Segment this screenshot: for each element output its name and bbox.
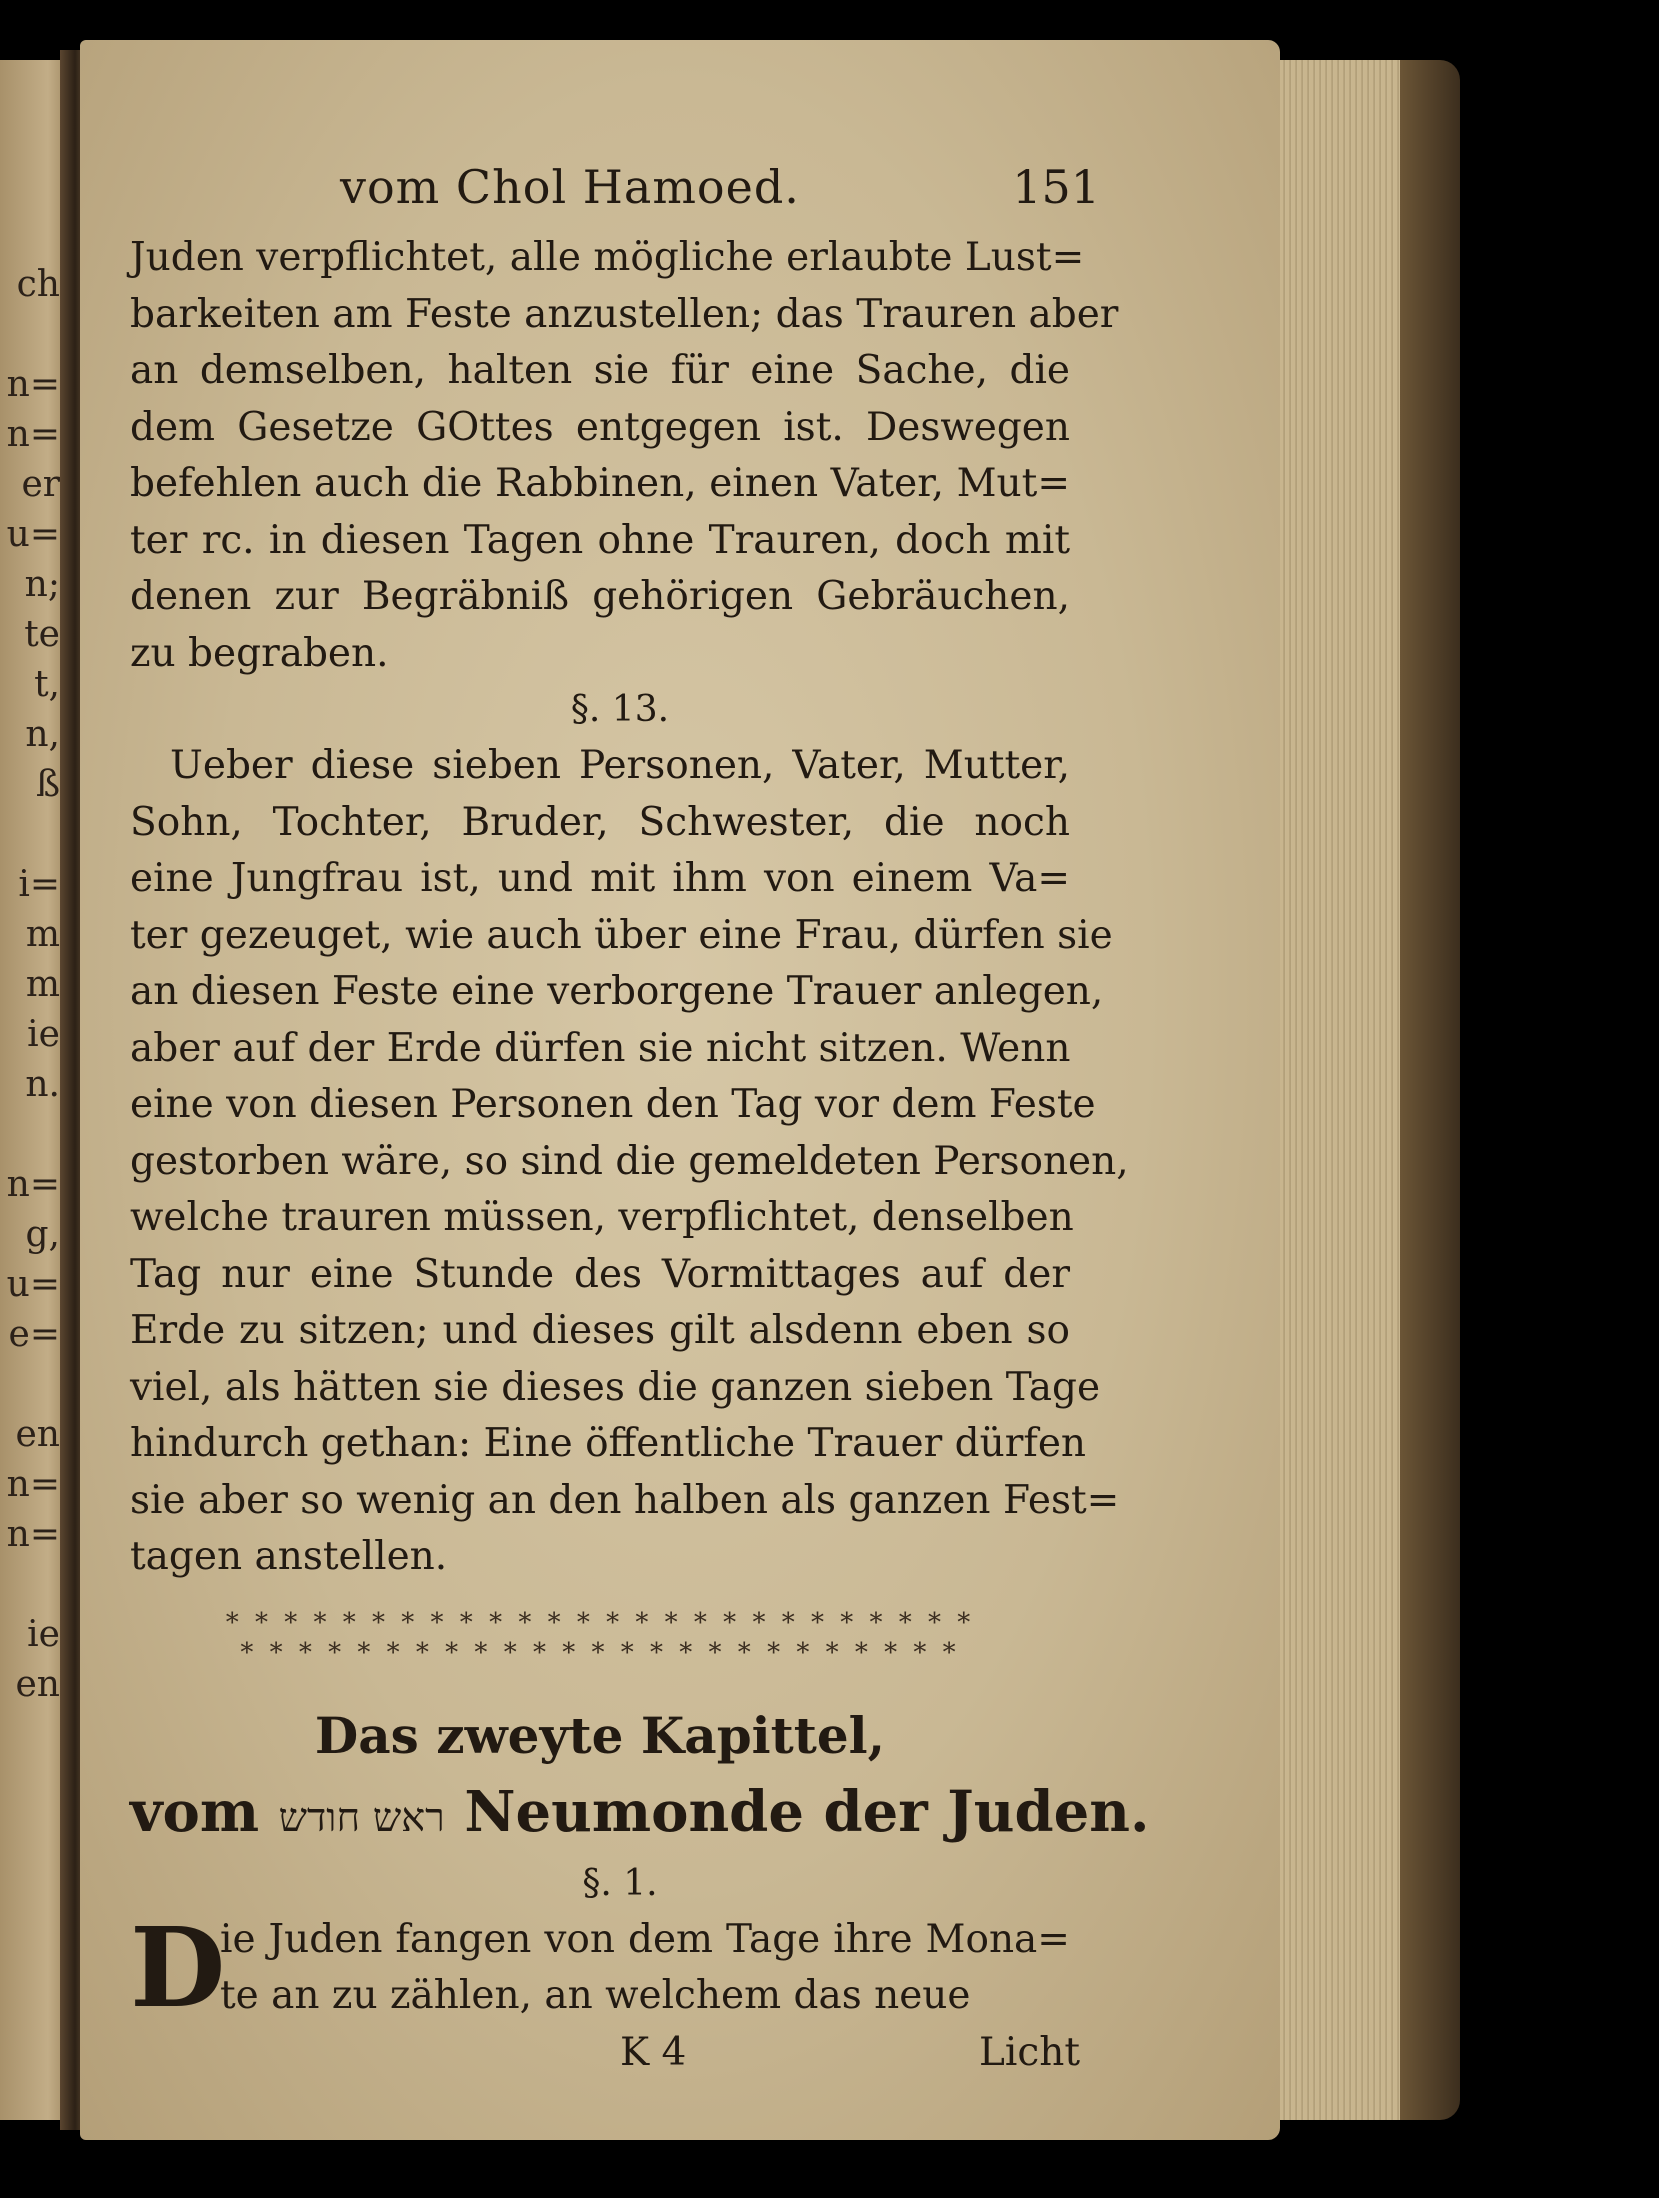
- running-head: [130, 140, 1100, 230]
- text-line: ter rc. in diesen Tagen ohne Trauren, doch mit: [130, 517, 1070, 563]
- text-line: sie aber so wenig an den halben als ganzen Fest=: [130, 1477, 1120, 1523]
- facing-line-end: n,: [25, 714, 60, 755]
- facing-line-end: [0, 1110, 60, 1160]
- facing-line-end: n=: [6, 1514, 60, 1555]
- page-text-block: [130, 140, 1150, 2081]
- chapter-subtitle-suffix: Neumonde der Juden.: [464, 1778, 1150, 1845]
- chapter-title: Das zweyte Kapittel,: [314, 1705, 886, 1765]
- text-line: dem Gesetze GOttes entgegen ist. Deswegen: [130, 404, 1070, 450]
- chapter-opening-paragraph: [130, 1902, 1070, 2032]
- section-heading-13: §. 13.: [570, 689, 670, 730]
- text-line: te an zu zählen, an welchem das neue: [220, 1973, 971, 2018]
- text-line: eine von diesen Personen den Tag vor dem Feste: [130, 1082, 1096, 1127]
- facing-line-end: i=: [18, 864, 60, 905]
- facing-line-end: en: [15, 1414, 60, 1455]
- ornamental-divider: [130, 1608, 1070, 1678]
- facing-line-end: e=: [8, 1314, 60, 1355]
- facing-line-end: n=: [6, 1164, 60, 1205]
- facing-line-end: te: [24, 614, 60, 655]
- text-line: eine Jungfrau ist, und mit ihm von einem Va=: [130, 856, 1070, 901]
- text-line: tagen anstellen.: [130, 1534, 448, 1579]
- page-number: 151: [1012, 160, 1100, 214]
- text-line: barkeiten am Feste anzustellen; das Trauren aber: [130, 291, 1119, 337]
- facing-line-end: ß: [35, 764, 60, 805]
- facing-line-end: n=: [6, 1464, 60, 1505]
- text-line: ter gezeuget, wie auch über eine Frau, dürfen sie: [130, 912, 1113, 958]
- facing-line-end: ie: [27, 1614, 60, 1655]
- text-line: welche trauren müssen, verpflichtet, denselben: [130, 1195, 1074, 1240]
- facing-line-end: [0, 1360, 60, 1410]
- facing-line-end: n=: [6, 364, 60, 405]
- text-line: Ueber diese sieben Personen, Vater, Mutter,: [170, 743, 1070, 788]
- facing-line-end: ie: [27, 1014, 60, 1055]
- chapter-subtitle-prefix: vom: [130, 1778, 260, 1845]
- facing-line-end: u=: [6, 514, 60, 555]
- text-line: aber auf der Erde dürfen sie nicht sitzen. Wenn: [130, 1025, 1071, 1071]
- text-line: denen zur Begräbniß gehörigen Gebräuchen,: [130, 574, 1070, 619]
- text-line: Erde zu sitzen; und dieses gilt alsdenn eben so: [130, 1308, 1070, 1353]
- section-heading-1: §. 1.: [582, 1862, 658, 1904]
- ornament-row: * * * * * * * * * * * * * * * * * * * * * * * * *: [240, 1637, 960, 1668]
- paragraph-section-1: [130, 1902, 1070, 2032]
- facing-line-end: u=: [6, 1264, 60, 1305]
- facing-line-end: n.: [25, 1064, 60, 1105]
- signature-mark: K 4: [620, 2029, 687, 2075]
- chapter-subtitle-hebrew: ראש חודש: [278, 1794, 445, 1841]
- facing-line-end: [0, 1560, 60, 1610]
- facing-line-end: ch: [16, 264, 60, 305]
- ornament-row: * * * * * * * * * * * * * * * * * * * * * * * * * *: [225, 1607, 975, 1638]
- facing-line-end: n;: [24, 564, 60, 605]
- facing-line-end: n=: [6, 414, 60, 455]
- facing-line-end: [0, 310, 60, 360]
- facing-line-end: g,: [25, 1214, 60, 1255]
- book-cover-edge: [1400, 60, 1460, 2120]
- text-line: befehlen auch die Rabbinen, einen Vater, Mut=: [130, 461, 1070, 506]
- facing-page-line-ends: [0, 260, 60, 1710]
- facing-line-end: m: [25, 914, 60, 955]
- catchword: Licht: [978, 2029, 1080, 2075]
- text-line: Tag nur eine Stunde des Vormittages auf der: [130, 1251, 1070, 1297]
- paragraph-continued: [130, 230, 1119, 682]
- running-head-title: vom Chol Hamoed.: [340, 160, 800, 214]
- footer-line: [130, 2025, 1080, 2081]
- facing-line-end: m: [25, 964, 60, 1005]
- drop-cap: D: [130, 1902, 226, 2032]
- facing-line-end: en: [15, 1664, 60, 1705]
- text-line: hindurch gethan: Eine öffentliche Trauer dürfen: [130, 1421, 1087, 1466]
- text-line: Juden verpflichtet, alle mögliche erlaubte Lust=: [130, 235, 1085, 280]
- facing-line-end: [0, 810, 60, 860]
- text-line: zu begraben.: [130, 630, 389, 676]
- body-text: [130, 230, 1129, 1586]
- facing-line-end: er: [21, 464, 60, 505]
- text-line: an demselben, halten sie für eine Sache, die: [130, 348, 1070, 393]
- paragraph-section-13: [130, 738, 1129, 1586]
- text-line: gestorben wäre, so sind die gemeldeten Personen,: [130, 1138, 1129, 1184]
- text-line: an diesen Feste eine verborgene Trauer anlegen,: [130, 969, 1104, 1014]
- facing-line-end: t,: [34, 664, 60, 705]
- text-line: viel, als hätten sie dieses die ganzen sieben Tage: [130, 1364, 1101, 1410]
- text-line: Sohn, Tochter, Bruder, Schwester, die noch: [130, 799, 1070, 845]
- chapter-subtitle: [130, 1774, 1150, 1856]
- text-line: ie Juden fangen von dem Tage ihre Mona=: [220, 1916, 1070, 1962]
